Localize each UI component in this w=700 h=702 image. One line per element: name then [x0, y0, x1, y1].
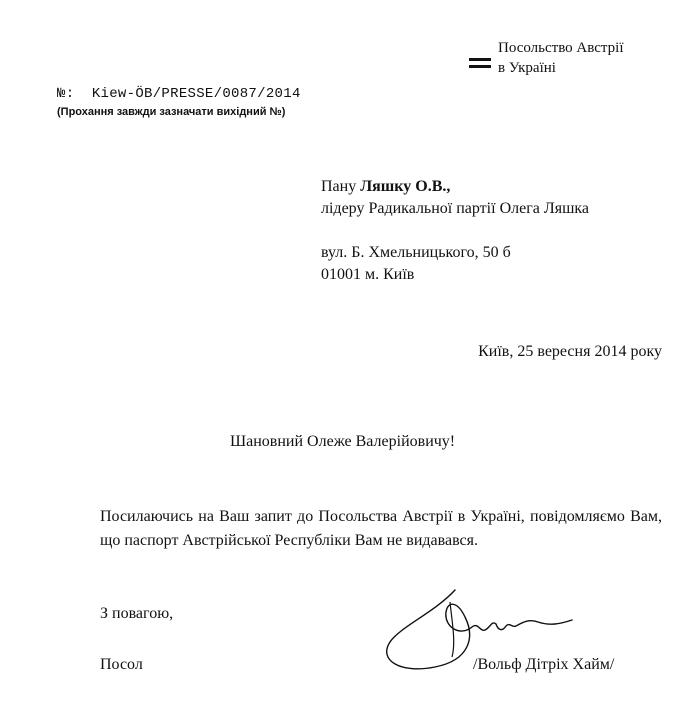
letter-body: Посилаючись на Ваш запит до Посольства Австрії в Україні, повідомляємо Вам, що паспорт Австрійської Республіки Вам не видавався. — [100, 508, 662, 549]
embassy-name-line1: Посольство Австрії — [498, 40, 624, 56]
letter-date: Київ, 25 вересня 2014 року — [478, 343, 662, 360]
recipient-street: вул. Б. Хмельницького, 50 б — [321, 244, 511, 261]
reference-number — [57, 86, 301, 102]
handwritten-signature — [360, 582, 590, 692]
reference-note: (Прохання завжди зазначати вихідний №) — [57, 106, 286, 118]
signatory-title: Посол — [100, 656, 143, 673]
embassy-emblem — [469, 58, 491, 69]
reference-value: Kiew-ÖB/PRESSE/0087/2014 — [91, 86, 301, 102]
closing: З повагою, — [100, 605, 174, 622]
recipient-name: Ляшку О.В., — [360, 178, 451, 195]
recipient-prefix: Пану — [321, 178, 357, 195]
recipient-name-line — [321, 176, 589, 198]
signatory-name: /Вольф Дітріх Хайм/ — [473, 656, 615, 673]
recipient-block — [321, 176, 589, 220]
recipient-position: лідеру Радикальної партії Олега Ляшка — [321, 200, 590, 217]
salutation: Шановний Олеже Валерійовичу! — [230, 433, 456, 450]
recipient-address — [321, 242, 511, 286]
recipient-city: 01001 м. Київ — [321, 266, 415, 283]
reference-label: №: — [57, 86, 75, 102]
embassy-name — [498, 38, 624, 78]
embassy-name-line2: в Україні — [498, 60, 556, 76]
